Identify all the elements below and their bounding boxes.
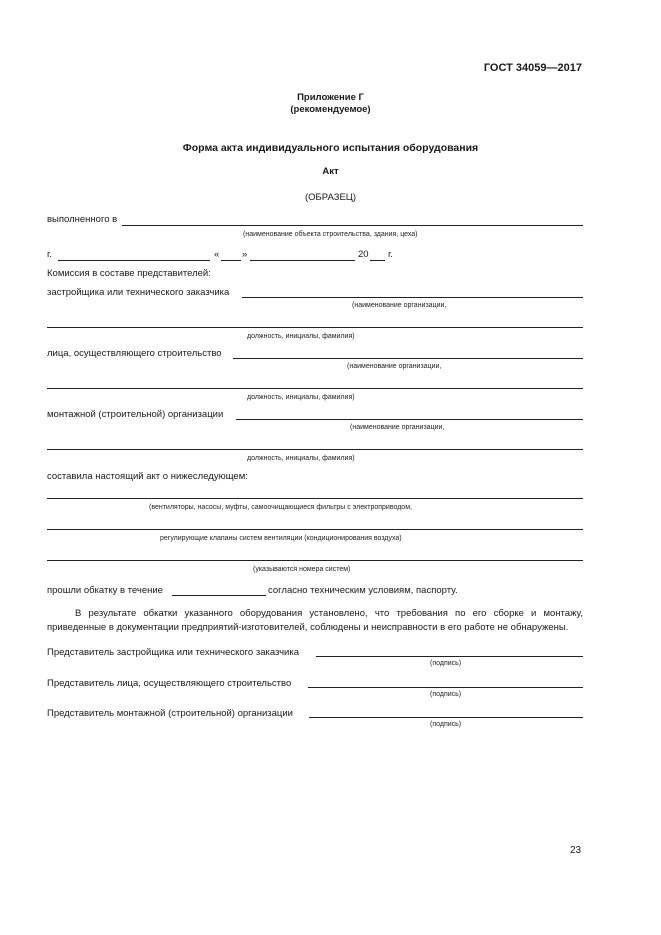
equipment-line-2[interactable]	[47, 529, 583, 530]
month-line[interactable]	[250, 260, 355, 261]
builder-caption-1: (наименование организации,	[347, 363, 442, 370]
sample-label: (ОБРАЗЕЦ)	[305, 192, 356, 203]
signature-caption-builder: (подпись)	[430, 691, 462, 698]
installer-caption-2: должность, инициалы, фамилия)	[247, 455, 355, 462]
date-open-quote: «	[214, 249, 220, 260]
signature-caption-customer: (подпись)	[430, 660, 462, 667]
date-close-quote: »	[242, 249, 248, 260]
installer-caption-1: (наименование организации,	[350, 424, 445, 431]
performed-in-label: выполненного в	[47, 214, 118, 225]
equipment-line-1[interactable]	[47, 498, 583, 499]
standard-number: ГОСТ 34059—2017	[483, 62, 582, 74]
installer-label: монтажной (строительной) организации	[47, 409, 224, 420]
customer-caption-2: должность, инициалы, фамилия)	[247, 333, 355, 340]
customer-caption-1: (наименование организации,	[352, 302, 447, 309]
customer-line-2[interactable]	[47, 327, 583, 328]
builder-label: лица, осуществляющего строительство	[47, 348, 222, 359]
builder-line[interactable]	[233, 358, 583, 359]
equipment-caption-1: (вентиляторы, насосы, муфты, самоочищающиеся фильтры с электроприводом,	[149, 504, 412, 511]
day-line[interactable]	[221, 260, 241, 261]
year-prefix: 20	[358, 249, 369, 260]
appendix-title: Приложение Г	[297, 92, 364, 103]
result-paragraph: В результате обкатки указанного оборудования установлено, что требования по его сборке и монтажу, приведенные в документации предприятий-изготовителей, соблюдены и неисправности в его работе не обнаружены.	[47, 608, 583, 633]
act-title: Акт	[322, 166, 339, 177]
signature-line-customer[interactable]	[316, 656, 583, 657]
performed-in-caption: (наименование объекта строительства, здания, цеха)	[243, 231, 418, 238]
builder-caption-2: должность, инициалы, фамилия)	[247, 394, 355, 401]
runin-suffix: согласно техническим условиям, паспорту.	[268, 585, 458, 596]
city-line[interactable]	[58, 260, 210, 261]
installer-line-2[interactable]	[47, 449, 583, 450]
compiled-label: составила настоящий акт о нижеследующем:	[47, 471, 248, 482]
year-line[interactable]	[370, 260, 385, 261]
form-title: Форма акта индивидуального испытания оборудования	[182, 142, 479, 154]
signature-label-customer: Представитель застройщика или технического заказчика	[47, 647, 299, 658]
equipment-caption-3: (указываются номера систем)	[253, 566, 351, 573]
performed-in-line[interactable]	[122, 225, 583, 226]
appendix-subtitle: (рекомендуемое)	[290, 104, 371, 115]
signature-label-installer: Представитель монтажной (строительной) организации	[47, 708, 293, 719]
page-number: 23	[570, 845, 582, 856]
runin-prefix: прошли обкатку в течение	[47, 585, 163, 596]
builder-line-2[interactable]	[47, 388, 583, 389]
customer-label: застройщика или технического заказчика	[47, 287, 230, 298]
city-label: г.	[47, 249, 52, 260]
equipment-line-3[interactable]	[47, 560, 583, 561]
runin-line[interactable]	[172, 595, 266, 596]
customer-line[interactable]	[242, 297, 583, 298]
installer-line[interactable]	[236, 419, 583, 420]
year-suffix: г.	[388, 249, 393, 260]
signature-line-builder[interactable]	[308, 687, 583, 688]
commission-label: Комиссия в составе представителей:	[47, 268, 211, 279]
signature-label-builder: Представитель лица, осуществляющего строительство	[47, 678, 292, 689]
equipment-caption-2: регулирующие клапаны систем вентиляции (кондиционирования воздуха)	[160, 535, 402, 542]
signature-caption-installer: (подпись)	[430, 721, 462, 728]
signature-line-installer[interactable]	[309, 717, 583, 718]
